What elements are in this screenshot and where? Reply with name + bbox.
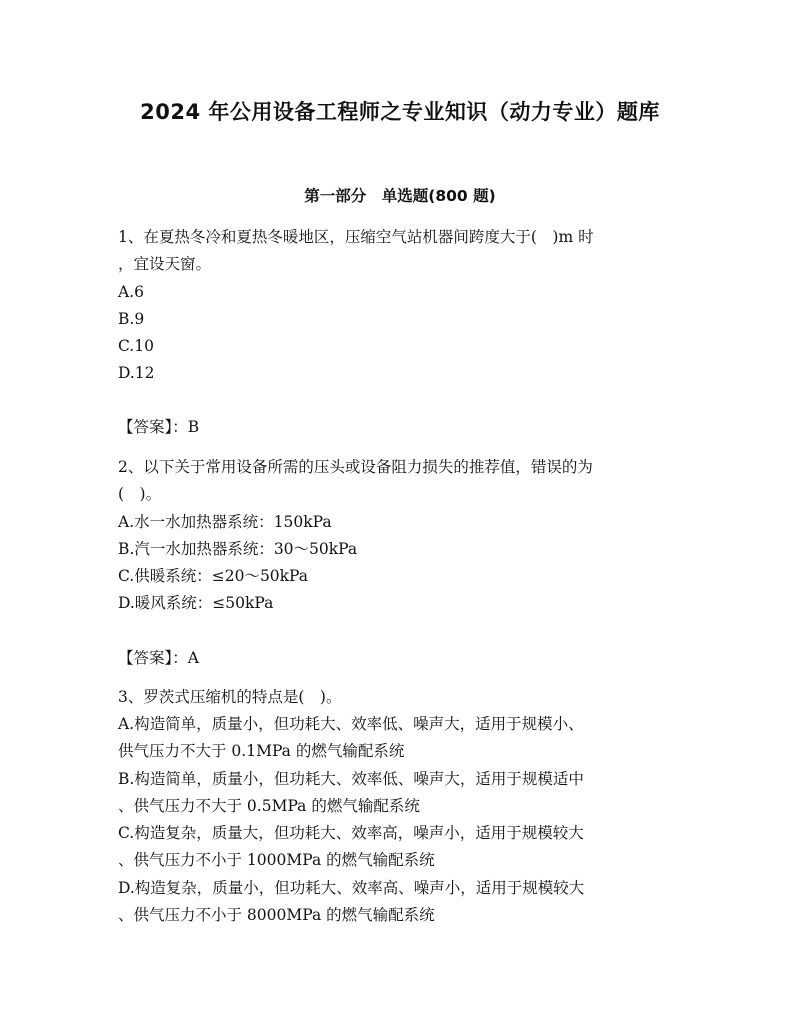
question-3-option-a-line-1: A.构造简单，质量小，但功耗大、效率低、噪声大，适用于规模小、 — [118, 715, 584, 733]
question-2-option-c: C.供暖系统：≤20～50kPa — [118, 567, 309, 585]
question-3-option-b-line-1: B.构造简单，质量小，但功耗大、效率低、噪声大，适用于规模适中 — [118, 770, 584, 788]
section-heading: 第一部分 单选题(800 题) — [304, 187, 496, 205]
question-1-option-b: B.9 — [118, 310, 145, 328]
question-1-answer: 【答案】：B — [118, 418, 200, 436]
question-2-option-a: A.水一水加热器系统：150kPa — [118, 513, 332, 531]
question-2-stem-line-2: ( )。 — [118, 485, 162, 503]
question-2-stem-line-1: 2、以下关于常用设备所需的压头或设备阻力损失的推荐值，错误的为 — [118, 458, 593, 476]
question-3-option-c-line-2: 、供气压力不小于 1000MPa 的燃气输配系统 — [118, 851, 435, 869]
question-2-option-b: B.汽一水加热器系统：30～50kPa — [118, 540, 358, 558]
question-3-option-c-line-1: C.构造复杂，质量大，但功耗大、效率高，噪声小，适用于规模较大 — [118, 824, 584, 842]
question-1-option-c: C.10 — [118, 337, 154, 355]
question-2-answer: 【答案】：A — [118, 649, 199, 667]
document-title: 2024 年公用设备工程师之专业知识（动力专业）题库 — [140, 100, 660, 124]
question-3-option-d-line-1: D.构造复杂，质量小，但功耗大、效率高、噪声小，适用于规模较大 — [118, 879, 585, 897]
question-1-stem-line-2: ，宜设天窗。 — [118, 255, 212, 273]
question-2-option-d: D.暖风系统：≤50kPa — [118, 594, 274, 612]
question-1-stem-line-1: 1、在夏热冬冷和夏热冬暖地区，压缩空气站机器间跨度大于( )m 时 — [118, 228, 594, 246]
question-3-option-d-line-2: 、供气压力不小于 8000MPa 的燃气输配系统 — [118, 906, 435, 924]
question-1-option-d: D.12 — [118, 364, 155, 382]
question-1-option-a: A.6 — [118, 283, 144, 301]
question-3-stem: 3、罗茨式压缩机的特点是( )。 — [118, 688, 342, 706]
question-3-option-b-line-2: 、供气压力不大于 0.5MPa 的燃气输配系统 — [118, 797, 420, 815]
question-3-option-a-line-2: 供气压力不大于 0.1MPa 的燃气输配系统 — [118, 742, 405, 760]
